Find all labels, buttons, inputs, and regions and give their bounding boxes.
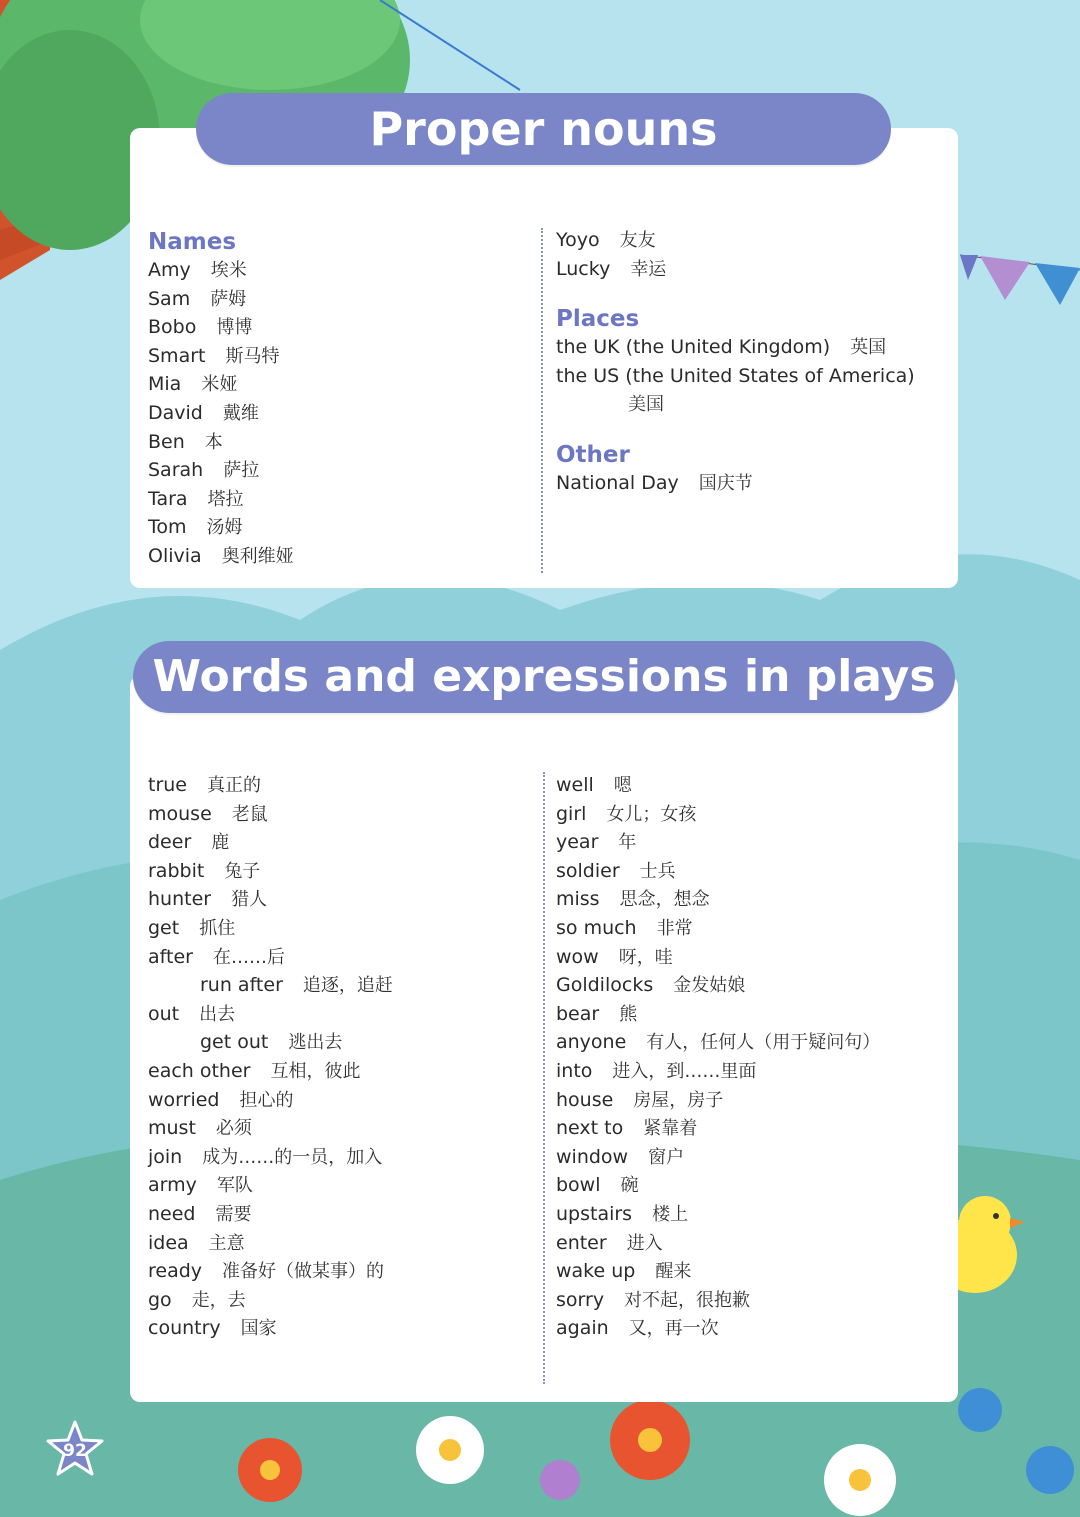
vocab-chinese: 房屋，房子 xyxy=(633,1089,724,1111)
vocab-entry xyxy=(148,1286,533,1315)
vocab-english: Olivia xyxy=(148,544,202,567)
vocab-entry xyxy=(556,469,946,498)
spacer xyxy=(556,283,946,305)
plays-divider xyxy=(543,772,545,1384)
vocab-english: again xyxy=(556,1317,609,1340)
vocab-entry xyxy=(148,1057,533,1086)
names-list xyxy=(148,256,528,571)
vocab-chinese: 主意 xyxy=(208,1232,245,1254)
vocab-entry xyxy=(556,1171,951,1200)
vocab-english: wow xyxy=(556,945,599,968)
vocab-english: Smart xyxy=(148,344,206,367)
vocab-chinese: 紧靠着 xyxy=(643,1118,698,1140)
vocab-chinese: 必须 xyxy=(215,1118,252,1140)
vocab-english: run after xyxy=(200,974,283,997)
vocab-entry xyxy=(556,828,951,857)
vocab-english: go xyxy=(148,1288,172,1311)
vocab-entry xyxy=(148,828,533,857)
vocab-chinese: 逃出去 xyxy=(288,1032,343,1054)
vocab-entry xyxy=(556,1229,951,1258)
vocab-english: out xyxy=(148,1002,180,1025)
vocab-chinese: 碗 xyxy=(620,1175,639,1197)
vocab-chinese: 塔拉 xyxy=(207,488,244,510)
vocab-chinese: 非常 xyxy=(656,917,693,939)
vocab-chinese: 醒来 xyxy=(655,1261,692,1283)
vocab-english: ready xyxy=(148,1260,203,1283)
vocab-english: army xyxy=(148,1174,197,1197)
vocab-chinese: 窗户 xyxy=(648,1146,685,1168)
vocab-chinese: 女儿；女孩 xyxy=(606,803,697,825)
vocab-entry xyxy=(148,1000,533,1029)
vocab-chinese: 老鼠 xyxy=(231,803,268,825)
vocab-chinese: 抓住 xyxy=(199,917,236,939)
vocab-chinese: 戴维 xyxy=(222,402,259,424)
misc-names-list xyxy=(556,226,946,283)
vocab-chinese: 美国 xyxy=(628,394,664,416)
vocab-english: the US (the United States of America) xyxy=(556,364,915,387)
vocab-chinese: 国庆节 xyxy=(698,472,753,494)
vocab-chinese: 熊 xyxy=(619,1003,638,1025)
vocab-entry xyxy=(556,971,951,1000)
vocab-entry xyxy=(556,857,951,886)
vocab-chinese: 呀，哇 xyxy=(618,946,673,968)
vocab-entry xyxy=(556,885,951,914)
vocab-english: bear xyxy=(556,1002,600,1025)
plays-left-column xyxy=(148,771,533,1343)
vocab-entry xyxy=(556,255,946,284)
vocab-english: country xyxy=(148,1317,221,1340)
vocab-entry xyxy=(556,800,951,829)
vocab-entry xyxy=(556,390,946,419)
vocab-entry xyxy=(148,285,528,314)
vocab-english: after xyxy=(148,945,193,968)
vocab-english: next to xyxy=(556,1117,624,1140)
vocab-chinese: 汤姆 xyxy=(206,517,243,539)
vocab-english: bowl xyxy=(556,1174,601,1197)
vocab-english: soldier xyxy=(556,859,620,882)
plays-left-list xyxy=(148,771,533,1343)
vocab-entry xyxy=(556,1143,951,1172)
vocab-entry xyxy=(556,1286,951,1315)
vocab-chinese: 友友 xyxy=(619,230,656,251)
vocab-entry xyxy=(148,456,528,485)
vocab-english: upstairs xyxy=(556,1202,633,1225)
vocab-english: into xyxy=(556,1059,593,1082)
vocab-chinese: 互相，彼此 xyxy=(270,1060,361,1082)
vocab-chinese: 萨拉 xyxy=(223,460,260,482)
vocab-entry xyxy=(148,1171,533,1200)
page-number: 92 xyxy=(63,1441,87,1461)
plays-right-column xyxy=(556,771,951,1343)
vocab-entry xyxy=(148,485,528,514)
places-heading: Places xyxy=(556,306,640,333)
vocab-english: wake up xyxy=(556,1260,636,1283)
vocab-chinese: 米娅 xyxy=(201,374,238,396)
vocab-chinese: 博博 xyxy=(216,317,253,339)
vocab-entry xyxy=(556,362,946,391)
plays-banner xyxy=(133,641,955,713)
vocab-english: Goldilocks xyxy=(556,974,654,997)
vocab-english: join xyxy=(148,1145,183,1168)
vocab-entry xyxy=(148,342,528,371)
vocab-entry xyxy=(148,943,533,972)
vocab-english: get xyxy=(148,916,180,939)
vocab-chinese: 追逐，追赶 xyxy=(302,975,393,997)
vocab-entry xyxy=(556,771,951,800)
vocab-chinese: 成为……的一员，加入 xyxy=(202,1146,383,1168)
proper-nouns-title: Proper nouns xyxy=(369,102,718,156)
vocab-english: the UK (the United Kingdom) xyxy=(556,336,831,359)
vocab-entry xyxy=(556,1314,951,1343)
other-list xyxy=(556,469,946,498)
vocab-english: Tara xyxy=(148,487,188,510)
page-number-star xyxy=(46,1420,104,1478)
vocab-english: need xyxy=(148,1202,196,1225)
vocab-chinese: 出去 xyxy=(199,1003,236,1025)
vocab-chinese: 鹿 xyxy=(211,832,230,854)
vocab-chinese: 又，再一次 xyxy=(628,1318,719,1340)
vocab-entry xyxy=(148,1028,533,1057)
vocab-english: Mia xyxy=(148,373,182,396)
vocab-chinese: 金发姑娘 xyxy=(673,975,746,997)
vocab-english: girl xyxy=(556,802,587,825)
vocab-english: Bobo xyxy=(148,316,197,339)
vocab-english: rabbit xyxy=(148,859,205,882)
vocab-chinese: 走，去 xyxy=(191,1289,246,1311)
vocab-chinese: 需要 xyxy=(215,1203,252,1225)
places-list xyxy=(556,333,946,419)
vocab-chinese: 斯马特 xyxy=(225,345,280,367)
vocab-english: miss xyxy=(556,888,600,911)
vocab-english: so much xyxy=(556,916,637,939)
vocab-english: idea xyxy=(148,1231,189,1254)
vocab-entry xyxy=(148,1314,533,1343)
vocab-entry xyxy=(556,1028,951,1057)
vocab-chinese: 准备好（做某事）的 xyxy=(222,1261,385,1283)
vocab-entry xyxy=(148,1143,533,1172)
vocab-chinese: 军队 xyxy=(216,1175,253,1197)
vocab-english: worried xyxy=(148,1088,220,1111)
vocab-entry xyxy=(148,399,528,428)
vocab-entry xyxy=(148,370,528,399)
vocab-english: well xyxy=(556,774,594,796)
vocab-chinese: 嗯 xyxy=(613,775,632,796)
vocab-chinese: 进入 xyxy=(626,1232,663,1254)
vocab-chinese: 在……后 xyxy=(212,946,285,968)
vocab-entry xyxy=(148,1114,533,1143)
vocab-english: Amy xyxy=(148,259,191,281)
vocab-entry xyxy=(148,885,533,914)
vocab-entry xyxy=(148,1257,533,1286)
vocab-english: David xyxy=(148,401,203,424)
vocab-english: Yoyo xyxy=(556,229,600,251)
vocab-entry xyxy=(556,1114,951,1143)
vocab-chinese: 思念，想念 xyxy=(619,889,710,911)
vocab-chinese: 楼上 xyxy=(652,1203,689,1225)
vocab-entry xyxy=(148,1229,533,1258)
proper-nouns-left-column xyxy=(148,228,528,571)
vocab-entry xyxy=(148,513,528,542)
vocab-entry xyxy=(148,256,528,285)
vocab-chinese: 本 xyxy=(204,431,223,453)
vocab-entry xyxy=(148,800,533,829)
vocab-english: year xyxy=(556,831,599,854)
vocab-english: sorry xyxy=(556,1288,605,1311)
plays-right-list xyxy=(556,771,951,1343)
vocab-entry xyxy=(556,943,951,972)
vocab-chinese: 奥利维娅 xyxy=(221,545,294,567)
vocab-chinese: 国家 xyxy=(240,1318,277,1340)
vocab-entry xyxy=(556,1057,951,1086)
vocab-entry xyxy=(556,914,951,943)
vocab-entry xyxy=(556,1086,951,1115)
vocab-english: Sam xyxy=(148,287,191,310)
vocab-chinese: 萨姆 xyxy=(210,288,247,310)
vocab-chinese: 兔子 xyxy=(224,860,261,882)
vocab-entry xyxy=(148,1200,533,1229)
vocab-english: Lucky xyxy=(556,257,611,280)
vocab-chinese: 埃米 xyxy=(210,260,247,281)
vocab-chinese: 担心的 xyxy=(239,1089,294,1111)
vocab-english: Tom xyxy=(148,516,187,539)
plays-title: Words and expressions in plays xyxy=(152,651,936,702)
vocab-entry xyxy=(556,1200,951,1229)
vocab-chinese: 有人，任何人（用于疑问句） xyxy=(646,1032,881,1054)
vocab-english: Ben xyxy=(148,430,185,453)
vocab-english: Sarah xyxy=(148,459,204,482)
vocab-entry xyxy=(556,333,946,362)
vocab-chinese: 英国 xyxy=(850,337,887,359)
spacer xyxy=(556,419,946,441)
names-heading: Names xyxy=(148,229,237,255)
vocab-entry xyxy=(148,771,533,800)
vocab-english: must xyxy=(148,1117,196,1140)
vocab-chinese: 对不起，很抱歉 xyxy=(624,1289,751,1311)
vocab-english: anyone xyxy=(556,1031,627,1054)
vocab-english: mouse xyxy=(148,802,212,825)
vocab-entry xyxy=(148,857,533,886)
proper-nouns-right-column xyxy=(556,226,946,498)
vocab-english: true xyxy=(148,774,187,796)
vocab-chinese: 士兵 xyxy=(639,860,676,882)
vocab-entry xyxy=(148,971,533,1000)
vocab-chinese: 进入，到……里面 xyxy=(612,1060,757,1082)
vocab-english: get out xyxy=(200,1031,269,1054)
vocab-chinese: 真正的 xyxy=(207,775,261,796)
vocab-english: window xyxy=(556,1145,629,1168)
vocab-english: deer xyxy=(148,831,192,854)
vocab-chinese: 幸运 xyxy=(630,258,667,280)
vocab-entry xyxy=(556,1257,951,1286)
vocab-entry xyxy=(556,226,946,255)
vocab-english: National Day xyxy=(556,471,679,494)
vocab-entry xyxy=(148,1086,533,1115)
other-heading: Other xyxy=(556,441,630,468)
vocab-chinese: 年 xyxy=(618,832,637,854)
vocab-entry xyxy=(148,542,528,571)
vocab-entry xyxy=(556,1000,951,1029)
proper-nouns-banner xyxy=(196,93,891,165)
vocab-chinese: 猎人 xyxy=(231,889,268,911)
vocab-english: house xyxy=(556,1088,614,1111)
vocab-entry xyxy=(148,914,533,943)
vocab-entry xyxy=(148,428,528,457)
vocab-english: enter xyxy=(556,1231,607,1254)
vocab-english: each other xyxy=(148,1059,251,1082)
vocab-english: hunter xyxy=(148,888,212,911)
vocab-entry xyxy=(148,313,528,342)
proper-nouns-divider xyxy=(541,228,543,573)
